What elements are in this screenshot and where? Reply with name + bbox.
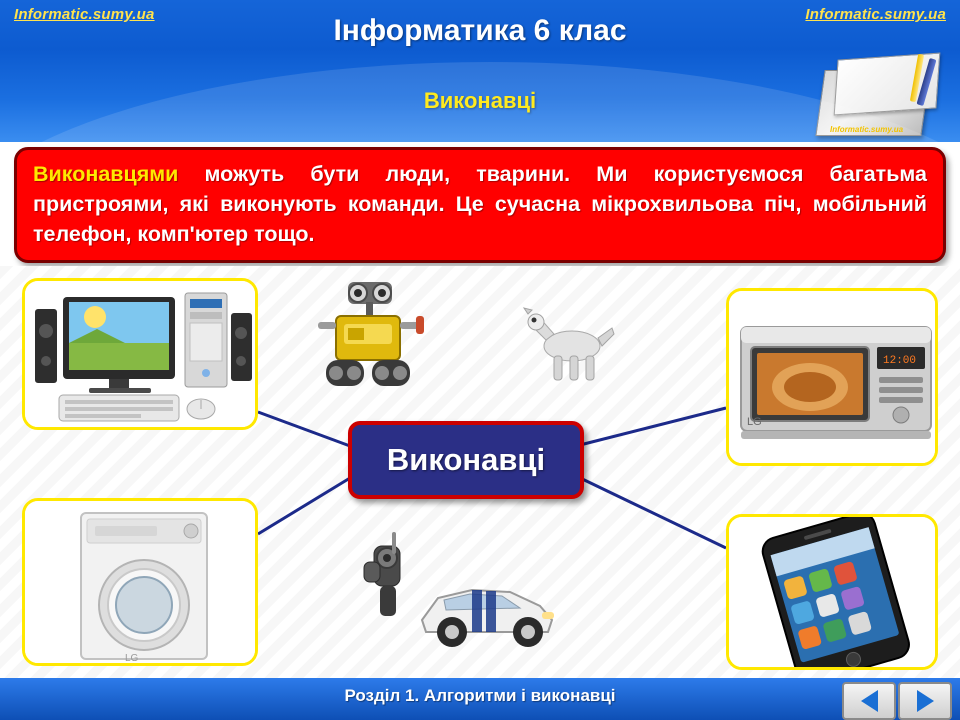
- card-computer[interactable]: [22, 278, 258, 430]
- prev-slide-button[interactable]: [842, 682, 896, 720]
- watermark-left: Informatic.sumy.ua: [14, 6, 155, 23]
- svg-text:LG: LG: [125, 653, 139, 664]
- computer-icon: [25, 281, 258, 430]
- robot-dog-icon: [520, 306, 620, 386]
- rc-car-icon: [360, 528, 570, 658]
- center-node-label: Виконавці: [386, 442, 546, 477]
- diagram-stage: [0, 266, 960, 678]
- center-node: [348, 421, 584, 499]
- washing-machine-icon: [25, 501, 258, 666]
- watermark-right: Informatic.sumy.ua: [805, 6, 946, 23]
- page-title: Інформатика 6 клас: [333, 14, 627, 47]
- card-microwave[interactable]: [726, 288, 938, 466]
- definition-callout: [14, 147, 946, 263]
- book-watermark: Informatic.sumy.ua: [830, 125, 904, 134]
- triangle-right-icon: [917, 690, 934, 712]
- svg-text:LG: LG: [747, 416, 762, 428]
- triangle-left-icon: [861, 690, 878, 712]
- robot-dog-image: [520, 306, 620, 386]
- definition-keyword: Виконавцями: [33, 162, 179, 186]
- mobile-phone-icon: [729, 517, 938, 670]
- definition-text: [33, 159, 927, 249]
- card-mobile-phone[interactable]: [726, 514, 938, 670]
- robot-image: [300, 276, 440, 396]
- slide-footer: [0, 678, 960, 720]
- section-label: Розділ 1. Алгоритми і виконавці: [344, 686, 616, 705]
- page-subtitle: Виконавці: [423, 88, 537, 113]
- book-icon: [814, 52, 942, 138]
- next-slide-button[interactable]: [898, 682, 952, 720]
- toy-car-image: [360, 528, 570, 658]
- slide-header: [0, 0, 960, 142]
- svg-text:12:00: 12:00: [883, 355, 917, 367]
- definition-body: можуть бути люди, тварини. Ми користуємося багатьма пристроями, які виконують команди. Це сучасна мікрохвильова піч, мобільний телефон, комп'ютер тощо.: [33, 162, 927, 246]
- robot-icon: [300, 276, 440, 396]
- microwave-icon: [729, 291, 938, 466]
- card-washing-machine[interactable]: [22, 498, 258, 666]
